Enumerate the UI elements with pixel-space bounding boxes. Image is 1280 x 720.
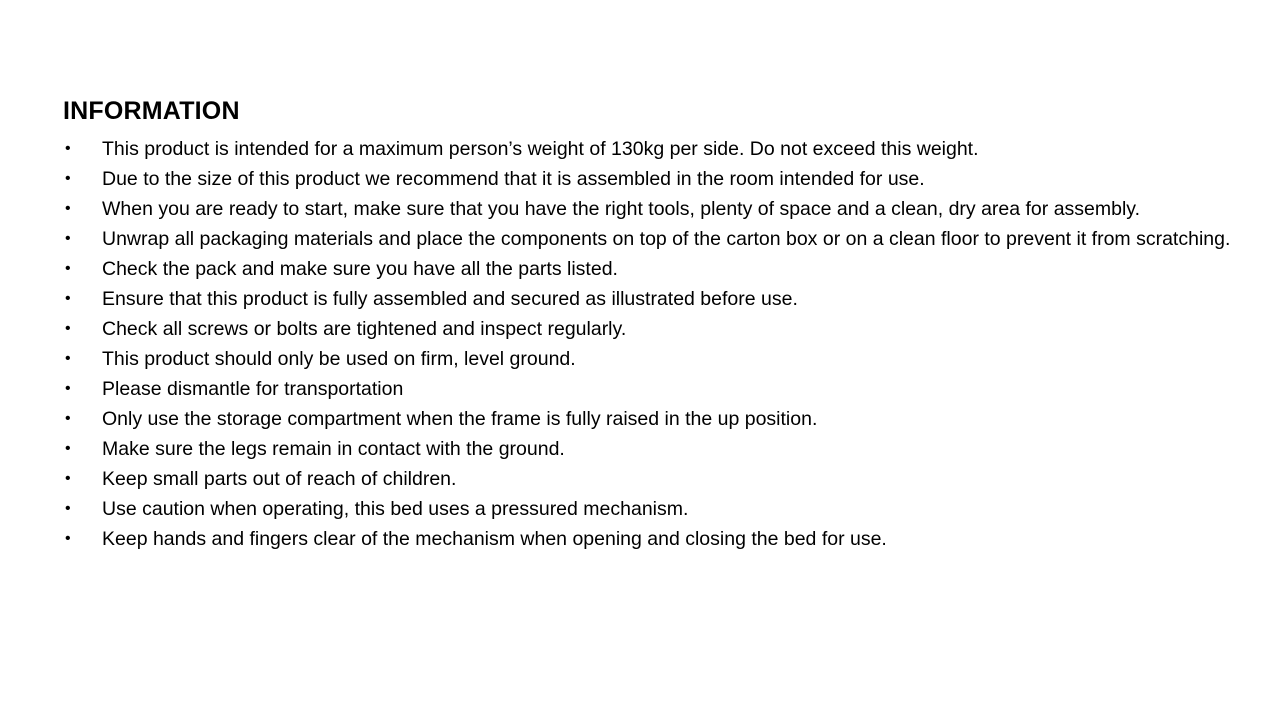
- list-item-text: Ensure that this product is fully assembled and secured as illustrated before use.: [102, 288, 798, 310]
- bullet-icon: •: [65, 320, 71, 337]
- bullet-icon: •: [65, 410, 71, 427]
- list-item-text: Unwrap all packaging materials and place the components on top of the carton box or on a clean floor to prevent it from scratching.: [102, 228, 1231, 250]
- list-item-text: This product is intended for a maximum person’s weight of 130kg per side. Do not exceed this weight.: [102, 138, 979, 160]
- list-item-text: Only use the storage compartment when the frame is fully raised in the up position.: [102, 408, 818, 430]
- list-item: [63, 494, 1233, 524]
- list-item: [63, 344, 1233, 374]
- bullet-icon: •: [65, 440, 71, 457]
- bullet-icon: •: [65, 470, 71, 487]
- list-item-text: Check the pack and make sure you have all the parts listed.: [102, 258, 618, 280]
- list-item-text: This product should only be used on firm, level ground.: [102, 348, 576, 370]
- list-item: [63, 524, 1233, 554]
- bullet-icon: •: [65, 350, 71, 367]
- list-item-text: Please dismantle for transportation: [102, 378, 404, 400]
- list-item: [63, 224, 1233, 254]
- list-item: [63, 284, 1233, 314]
- bullet-icon: •: [65, 140, 71, 157]
- list-item: [63, 374, 1233, 404]
- list-item: [63, 254, 1233, 284]
- list-item: [63, 314, 1233, 344]
- bullet-icon: •: [65, 500, 71, 517]
- information-bullet-list: [63, 134, 1233, 554]
- bullet-icon: •: [65, 230, 71, 247]
- bullet-icon: •: [65, 170, 71, 187]
- bullet-icon: •: [65, 290, 71, 307]
- slide-content: [63, 96, 1233, 554]
- bullet-icon: •: [65, 200, 71, 217]
- bullet-icon: •: [65, 530, 71, 547]
- page-title: INFORMATION: [63, 97, 240, 125]
- list-item-text: Check all screws or bolts are tightened and inspect regularly.: [102, 318, 627, 340]
- list-item-text: Make sure the legs remain in contact with the ground.: [102, 438, 565, 460]
- list-item-text: Keep hands and fingers clear of the mechanism when opening and closing the bed for use.: [102, 528, 887, 550]
- list-item-text: Keep small parts out of reach of children.: [102, 468, 457, 490]
- list-item: [63, 164, 1233, 194]
- list-item-text: Use caution when operating, this bed uses a pressured mechanism.: [102, 498, 689, 520]
- list-item: [63, 464, 1233, 494]
- bullet-icon: •: [65, 260, 71, 277]
- list-item-text: Due to the size of this product we recommend that it is assembled in the room intended for use.: [102, 168, 925, 190]
- list-item: [63, 194, 1233, 224]
- list-item: [63, 134, 1233, 164]
- bullet-icon: •: [65, 380, 71, 397]
- list-item: [63, 434, 1233, 464]
- list-item-text: When you are ready to start, make sure that you have the right tools, plenty of space and a clean, dry area for assembly.: [102, 198, 1141, 220]
- list-item: [63, 404, 1233, 434]
